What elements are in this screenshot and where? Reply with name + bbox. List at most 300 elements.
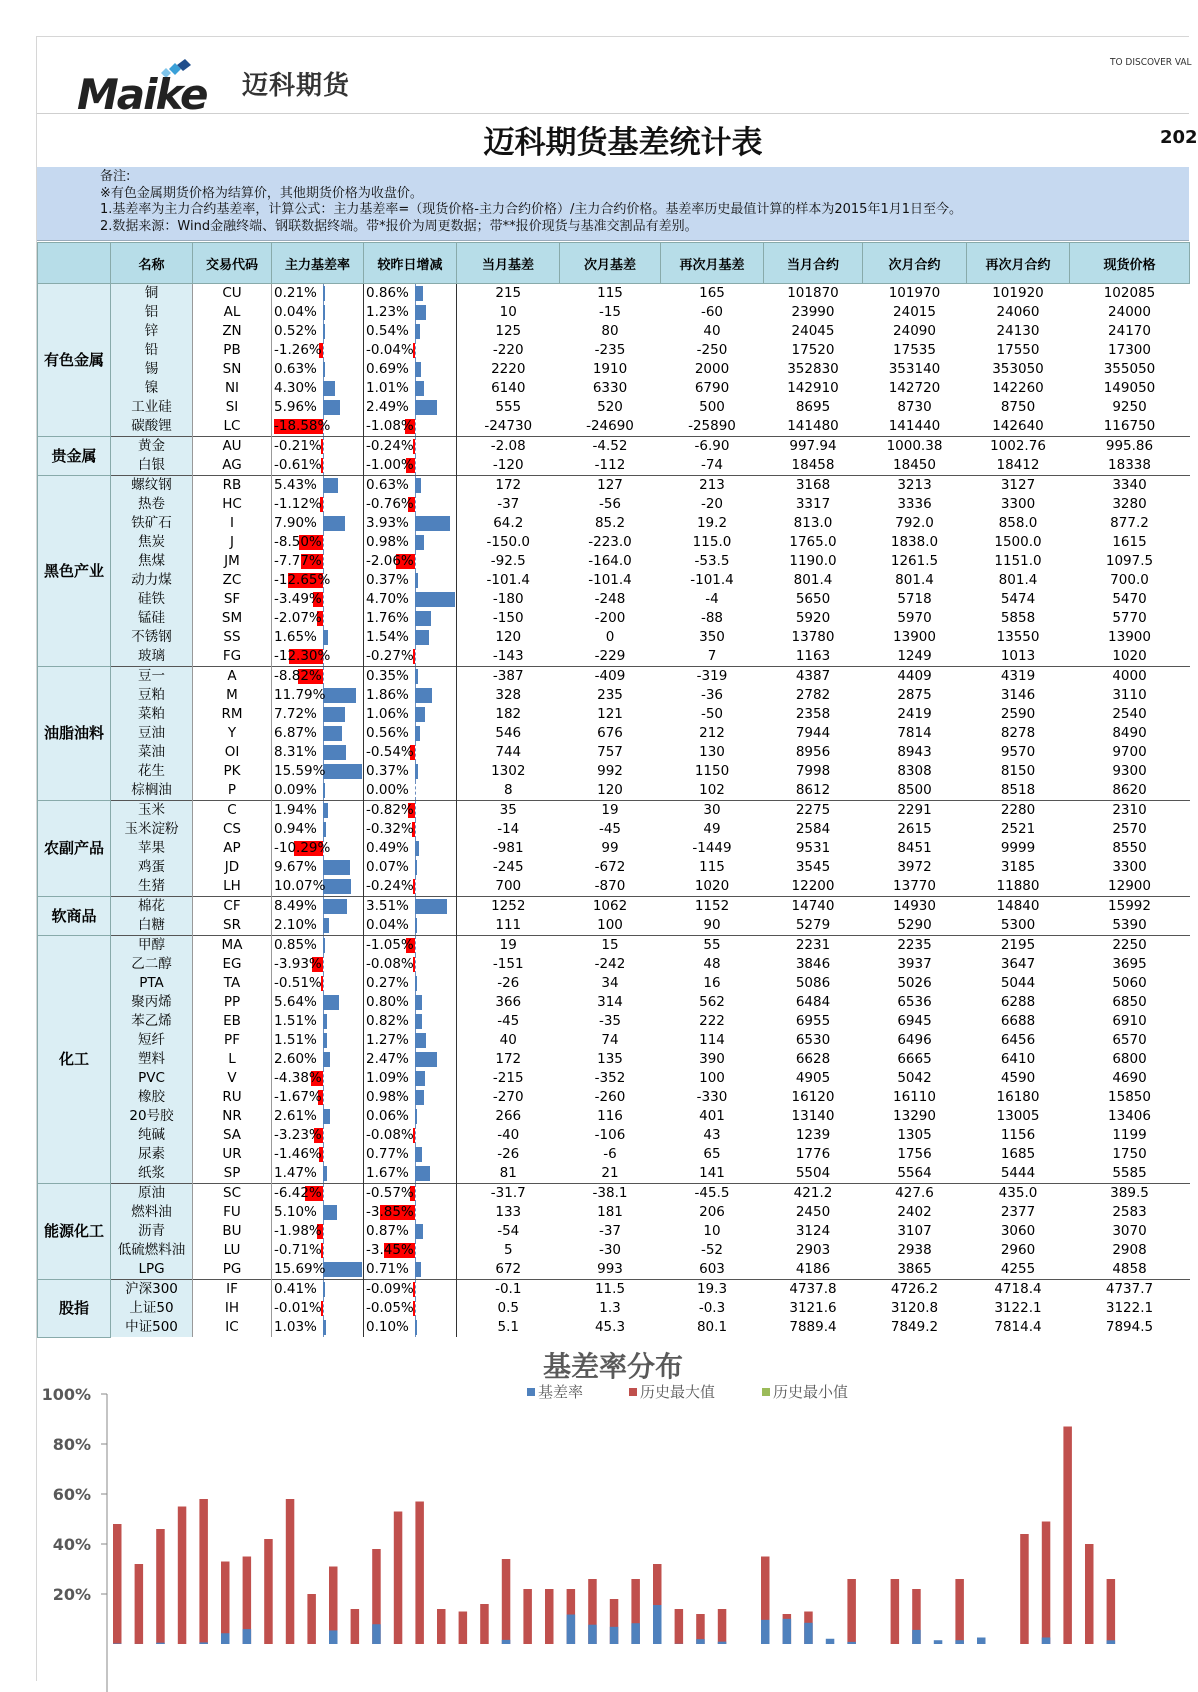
next-month-basis: 100 [560, 916, 661, 936]
spot-price: 6570 [1070, 1031, 1190, 1050]
daily-change-cell [364, 897, 457, 917]
third-contract: 8518 [967, 781, 1070, 801]
daily-change-cell [364, 936, 457, 956]
current-contract: 3121.6 [764, 1299, 863, 1318]
third-month-basis: 350 [661, 628, 764, 647]
next-contract: 3972 [863, 858, 967, 877]
table-row [38, 303, 1190, 322]
next-contract: 1305 [863, 1126, 967, 1145]
third-contract: 1151.0 [967, 552, 1070, 571]
bar-hist-max [480, 1604, 489, 1644]
basis-rate-value: 15.59% [274, 763, 325, 779]
daily-change-value: 2.49% [366, 399, 409, 415]
third-contract: 858.0 [967, 514, 1070, 533]
current-contract: 24045 [764, 322, 863, 341]
product-name: 沥青 [111, 1222, 193, 1241]
third-month-basis: 2000 [661, 360, 764, 379]
product-name: 豆油 [111, 724, 193, 743]
current-contract: 997.94 [764, 437, 863, 457]
third-month-basis: -20 [661, 495, 764, 514]
bar-hist-max [307, 1594, 316, 1644]
next-month-basis: -112 [560, 456, 661, 476]
third-contract: 1013 [967, 647, 1070, 667]
positive-bar [415, 630, 429, 645]
trade-code: HC [193, 495, 272, 514]
current-month-basis: -981 [457, 839, 560, 858]
current-contract: 1190.0 [764, 552, 863, 571]
basis-rate-cell [272, 936, 364, 956]
basis-rate-cell [272, 303, 364, 322]
third-contract: 9999 [967, 839, 1070, 858]
current-contract: 2782 [764, 686, 863, 705]
current-contract: 8956 [764, 743, 863, 762]
page-title: 迈科期货基差统计表 [37, 117, 1189, 169]
daily-change-value: -0.09% [366, 1281, 414, 1297]
zero-line [323, 456, 324, 475]
spot-price: 5770 [1070, 609, 1190, 628]
third-contract: 3185 [967, 858, 1070, 877]
bar-hist-max [847, 1579, 856, 1644]
basis-rate-value: 0.52% [274, 323, 317, 339]
trade-code: CU [193, 284, 272, 304]
current-contract: 801.4 [764, 571, 863, 590]
daily-change-cell [364, 1145, 457, 1164]
current-contract: 421.2 [764, 1184, 863, 1204]
product-name: 焦煤 [111, 552, 193, 571]
basis-rate-value: -10.29% [274, 840, 330, 856]
product-name: 纯碱 [111, 1126, 193, 1145]
table-row [38, 916, 1190, 936]
current-month-basis: -270 [457, 1088, 560, 1107]
daily-change-value: -0.54% [366, 744, 414, 760]
third-contract: 4319 [967, 667, 1070, 687]
next-contract: 5564 [863, 1164, 967, 1184]
basis-rate-value: 0.41% [274, 1281, 317, 1297]
daily-change-value: 0.37% [366, 572, 409, 588]
third-month-basis: 19.2 [661, 514, 764, 533]
current-month-basis: -37 [457, 495, 560, 514]
current-month-basis: 555 [457, 398, 560, 417]
daily-change-value: 0.00% [366, 782, 409, 798]
basis-rate-cell [272, 609, 364, 628]
table-row [38, 820, 1190, 839]
daily-change-cell [364, 476, 457, 496]
daily-change-cell [364, 533, 457, 552]
bar-basis-rate [804, 1623, 813, 1644]
next-month-basis: 120 [560, 781, 661, 801]
current-month-basis: 64.2 [457, 514, 560, 533]
next-contract: 3213 [863, 476, 967, 496]
current-contract: 8612 [764, 781, 863, 801]
header-category [38, 243, 111, 284]
positive-bar [323, 899, 347, 914]
basis-rate-value: -0.71% [274, 1242, 322, 1258]
spot-price: 3340 [1070, 476, 1190, 496]
current-contract: 142910 [764, 379, 863, 398]
third-month-basis: 6790 [661, 379, 764, 398]
category-cell: 能源化工 [38, 1184, 111, 1280]
basis-rate-cell [272, 1222, 364, 1241]
next-month-basis: -6 [560, 1145, 661, 1164]
product-name: 菜粕 [111, 705, 193, 724]
basis-rate-cell [272, 647, 364, 667]
bar-hist-max [199, 1499, 208, 1644]
daily-change-value: 1.01% [366, 380, 409, 396]
third-contract: 353050 [967, 360, 1070, 379]
third-contract: 5044 [967, 974, 1070, 993]
spot-price: 2583 [1070, 1203, 1190, 1222]
third-contract: 3127 [967, 476, 1070, 496]
spot-price: 2570 [1070, 820, 1190, 839]
third-contract: 6456 [967, 1031, 1070, 1050]
positive-bar [415, 611, 431, 626]
positive-bar [323, 803, 328, 818]
third-contract: 3300 [967, 495, 1070, 514]
basis-rate-cell [272, 476, 364, 496]
daily-change-value: -0.76% [366, 496, 414, 512]
trade-code: Y [193, 724, 272, 743]
basis-rate-cell [272, 322, 364, 341]
trade-code: AU [193, 437, 272, 457]
basis-rate-cell [272, 1031, 364, 1050]
trade-code: OI [193, 743, 272, 762]
current-month-basis: 266 [457, 1107, 560, 1126]
next-month-basis: -30 [560, 1241, 661, 1260]
basis-rate-value: 15.69% [274, 1261, 325, 1277]
product-name: 焦炭 [111, 533, 193, 552]
zero-line [323, 1241, 324, 1260]
basis-rate-value: 8.31% [274, 744, 317, 760]
next-contract: 2875 [863, 686, 967, 705]
table-body [38, 284, 1190, 1338]
logo-wordmark: Maike [77, 70, 207, 119]
basis-rate-cell [272, 820, 364, 839]
daily-change-cell [364, 1184, 457, 1204]
spot-price: 6910 [1070, 1012, 1190, 1031]
next-contract: 3336 [863, 495, 967, 514]
zero-line [323, 437, 324, 456]
daily-change-value: 1.76% [366, 610, 409, 626]
current-month-basis: -220 [457, 341, 560, 360]
zero-line [415, 495, 416, 514]
trade-code: JD [193, 858, 272, 877]
daily-change-value: 1.86% [366, 687, 409, 703]
product-name: 铅 [111, 341, 193, 360]
report-page [36, 36, 1189, 1681]
third-month-basis: 80.1 [661, 1318, 764, 1337]
spot-price: 7894.5 [1070, 1318, 1190, 1337]
product-name: 鸡蛋 [111, 858, 193, 877]
positive-bar [415, 1147, 422, 1162]
next-month-basis: 45.3 [560, 1318, 661, 1337]
product-name: LPG [111, 1260, 193, 1280]
basis-rate-value: -0.51% [274, 975, 322, 991]
third-month-basis: -319 [661, 667, 764, 687]
next-contract: 3107 [863, 1222, 967, 1241]
current-month-basis: 1252 [457, 897, 560, 917]
daily-change-value: -1.05% [366, 937, 414, 953]
product-name: 工业硅 [111, 398, 193, 417]
header-basis-rate: 主力基差率 [272, 243, 364, 284]
basis-rate-value: -1.46% [274, 1146, 322, 1162]
table-row [38, 590, 1190, 609]
next-month-basis: -24690 [560, 417, 661, 437]
third-contract: 16180 [967, 1088, 1070, 1107]
basis-rate-value: 0.09% [274, 782, 317, 798]
basis-rate-cell [272, 533, 364, 552]
third-month-basis: 30 [661, 801, 764, 821]
basis-rate-value: -0.21% [274, 438, 322, 454]
y-tick-label: 20% [53, 1585, 91, 1604]
third-month-basis: 43 [661, 1126, 764, 1145]
basis-rate-value: 9.67% [274, 859, 317, 875]
next-contract: 13770 [863, 877, 967, 897]
product-name: 豆一 [111, 667, 193, 687]
third-contract: 6410 [967, 1050, 1070, 1069]
basis-rate-cell [272, 590, 364, 609]
third-month-basis: 114 [661, 1031, 764, 1050]
bar-hist-max [675, 1609, 684, 1644]
trade-code: CF [193, 897, 272, 917]
basis-rate-value: -6.42% [274, 1185, 322, 1201]
basis-rate-value: 7.90% [274, 515, 317, 531]
positive-bar [323, 516, 345, 531]
current-month-basis: -151 [457, 955, 560, 974]
daily-change-cell [364, 974, 457, 993]
legend-label: 历史最大值 [640, 1383, 715, 1401]
trade-code: P [193, 781, 272, 801]
basis-rate-cell [272, 705, 364, 724]
trade-code: RB [193, 476, 272, 496]
product-name: 螺纹钢 [111, 476, 193, 496]
zero-line [323, 1184, 324, 1203]
third-month-basis: 55 [661, 936, 764, 956]
current-contract: 352830 [764, 360, 863, 379]
basis-rate-value: 5.64% [274, 994, 317, 1010]
report-header [37, 37, 1189, 114]
daily-change-cell [364, 379, 457, 398]
next-contract: 13290 [863, 1107, 967, 1126]
positive-bar [323, 1262, 362, 1277]
next-contract: 2235 [863, 936, 967, 956]
daily-change-value: 4.70% [366, 591, 409, 607]
spot-price: 3070 [1070, 1222, 1190, 1241]
trade-code: SC [193, 1184, 272, 1204]
next-contract: 8451 [863, 839, 967, 858]
table-row [38, 724, 1190, 743]
product-name: 20号胶 [111, 1107, 193, 1126]
category-cell: 化工 [38, 936, 111, 1184]
basis-rate-cell [272, 495, 364, 514]
daily-change-cell [364, 781, 457, 801]
daily-change-value: -0.24% [366, 438, 414, 454]
third-contract: 3146 [967, 686, 1070, 705]
third-month-basis: 141 [661, 1164, 764, 1184]
next-month-basis: 80 [560, 322, 661, 341]
zero-line [323, 1145, 324, 1164]
trade-code: I [193, 514, 272, 533]
product-name: 玉米淀粉 [111, 820, 193, 839]
product-name: 玻璃 [111, 647, 193, 667]
daily-change-value: 0.27% [366, 975, 409, 991]
current-contract: 9531 [764, 839, 863, 858]
product-name: 低硫燃料油 [111, 1241, 193, 1260]
daily-change-value: -0.82% [366, 802, 414, 818]
next-contract: 24015 [863, 303, 967, 322]
next-month-basis: 235 [560, 686, 661, 705]
daily-change-value: -0.04% [366, 342, 414, 358]
daily-change-value: 0.98% [366, 1089, 409, 1105]
basis-rate-cell [272, 1088, 364, 1107]
daily-change-cell [364, 743, 457, 762]
daily-change-cell [364, 514, 457, 533]
current-month-basis: 6140 [457, 379, 560, 398]
product-name: 白糖 [111, 916, 193, 936]
table-row [38, 495, 1190, 514]
trade-code: JM [193, 552, 272, 571]
daily-change-value: 0.06% [366, 1108, 409, 1124]
basis-rate-cell [272, 955, 364, 974]
y-tick-label: 60% [53, 1485, 91, 1504]
basis-rate-cell [272, 379, 364, 398]
table-row [38, 456, 1190, 476]
current-month-basis: 172 [457, 1050, 560, 1069]
daily-change-value: 0.10% [366, 1319, 409, 1335]
header-third-contract: 再次月合约 [967, 243, 1070, 284]
basis-rate-value: -0.61% [274, 457, 322, 473]
bar-hist-max [502, 1559, 511, 1644]
current-contract: 8695 [764, 398, 863, 417]
spot-price: 1750 [1070, 1145, 1190, 1164]
spot-price: 355050 [1070, 360, 1190, 379]
current-month-basis: -14 [457, 820, 560, 839]
third-contract: 801.4 [967, 571, 1070, 590]
next-contract: 14930 [863, 897, 967, 917]
third-month-basis: 10 [661, 1222, 764, 1241]
daily-change-value: 3.93% [366, 515, 409, 531]
daily-change-value: -0.27% [366, 648, 414, 664]
current-month-basis: 0.5 [457, 1299, 560, 1318]
current-month-basis: 2220 [457, 360, 560, 379]
third-month-basis: 1150 [661, 762, 764, 781]
positive-bar [323, 1014, 327, 1029]
positive-bar [323, 688, 356, 703]
next-contract: 6536 [863, 993, 967, 1012]
positive-bar [415, 841, 419, 856]
daily-change-cell [364, 1088, 457, 1107]
zero-line [323, 590, 324, 609]
positive-bar [415, 918, 417, 933]
zero-line [323, 1299, 324, 1318]
next-contract: 4726.2 [863, 1280, 967, 1300]
third-month-basis: -25890 [661, 417, 764, 437]
positive-bar [415, 400, 437, 415]
daily-change-cell [364, 993, 457, 1012]
basis-rate-cell [272, 801, 364, 821]
logo-chinese-name: 迈科期货 [242, 65, 350, 102]
current-contract: 17520 [764, 341, 863, 360]
current-contract: 3124 [764, 1222, 863, 1241]
trade-code: CS [193, 820, 272, 839]
bar-hist-max [718, 1609, 727, 1644]
next-contract: 4409 [863, 667, 967, 687]
daily-change-value: 2.47% [366, 1051, 409, 1067]
next-month-basis: 1.3 [560, 1299, 661, 1318]
table-row [38, 1088, 1190, 1107]
next-month-basis: -37 [560, 1222, 661, 1241]
next-contract: 1838.0 [863, 533, 967, 552]
next-month-basis: -352 [560, 1069, 661, 1088]
next-contract: 427.6 [863, 1184, 967, 1204]
trade-code: MA [193, 936, 272, 956]
table-row [38, 476, 1190, 496]
daily-change-value: 0.86% [366, 285, 409, 301]
third-contract: 1156 [967, 1126, 1070, 1145]
third-contract: 3060 [967, 1222, 1070, 1241]
basis-rate-value: 1.65% [274, 629, 317, 645]
next-month-basis: 135 [560, 1050, 661, 1069]
spot-price: 5390 [1070, 916, 1190, 936]
next-month-basis: -101.4 [560, 571, 661, 590]
basis-rate-value: 6.87% [274, 725, 317, 741]
next-contract: 1000.38 [863, 437, 967, 457]
daily-change-cell [364, 322, 457, 341]
trade-code: PB [193, 341, 272, 360]
trade-code: ZC [193, 571, 272, 590]
spot-price: 2250 [1070, 936, 1190, 956]
category-cell: 有色金属 [38, 284, 111, 437]
third-month-basis: 222 [661, 1012, 764, 1031]
next-month-basis: 121 [560, 705, 661, 724]
third-month-basis: 165 [661, 284, 764, 304]
zero-line [415, 1184, 416, 1203]
trade-code: M [193, 686, 272, 705]
current-contract: 3317 [764, 495, 863, 514]
current-month-basis: -2.08 [457, 437, 560, 457]
basis-rate-cell [272, 284, 364, 304]
spot-price: 6800 [1070, 1050, 1190, 1069]
zero-line [323, 955, 324, 974]
spot-price: 1020 [1070, 647, 1190, 667]
current-month-basis: -150.0 [457, 533, 560, 552]
product-name: 短纤 [111, 1031, 193, 1050]
zero-line [415, 743, 416, 762]
daily-change-cell [364, 1280, 457, 1300]
spot-price: 149050 [1070, 379, 1190, 398]
positive-bar [323, 1033, 327, 1048]
table-row [38, 552, 1190, 571]
daily-change-value: -1.00% [366, 457, 414, 473]
bar-basis-rate [329, 1630, 338, 1644]
zero-line [415, 1299, 416, 1318]
next-month-basis: 15 [560, 936, 661, 956]
daily-change-cell [364, 877, 457, 897]
positive-bar [415, 516, 450, 531]
next-contract: 6665 [863, 1050, 967, 1069]
category-cell: 股指 [38, 1280, 111, 1338]
current-contract: 6484 [764, 993, 863, 1012]
third-contract: 2377 [967, 1203, 1070, 1222]
daily-change-cell [364, 552, 457, 571]
trade-code: FU [193, 1203, 272, 1222]
current-contract: 6955 [764, 1012, 863, 1031]
daily-change-value: 0.35% [366, 668, 409, 684]
next-month-basis: -38.1 [560, 1184, 661, 1204]
daily-change-cell [364, 1069, 457, 1088]
third-contract: 2590 [967, 705, 1070, 724]
next-month-basis: -200 [560, 609, 661, 628]
third-contract: 2960 [967, 1241, 1070, 1260]
